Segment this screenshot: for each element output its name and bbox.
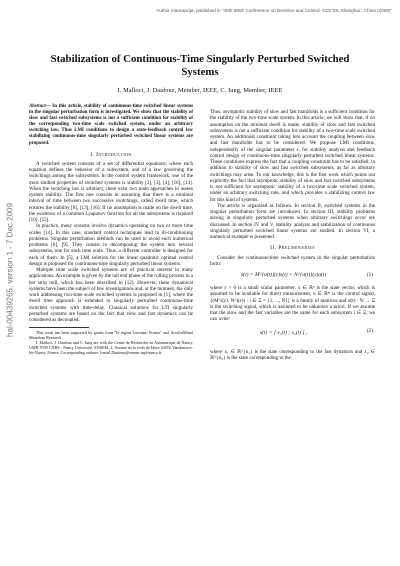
equation-2 [210, 325, 375, 347]
section-heading-preliminaries: II. Preliminaries [270, 245, 315, 252]
equation-1 [210, 269, 375, 283]
abstract-label: Abstract [29, 104, 46, 109]
intro-paragraph-3: Multiple time scale switched systems are of practical interest in many applications. An example is given by the tail end phase of the rolling process in a hot strip mill, which has been described in [12]. However, these dynamical systems have been the subject of few investigations and, at the moment, the only work addressing two-time scale switched systems is proposed in [1], where the dwell time approach is extended to singularly perturbed continuous-time switched systems with time-delay. Classical solutions for LTI singularly perturbed systems are based on the fact that slow and fast dynamics can be considered as decoupled. [29, 267, 193, 324]
left-column [29, 104, 193, 355]
equation-1-body: ẋ(t) = M^{σ(t)}(ε)x(t) + N^{σ(t)}(ε)u(t) [240, 272, 327, 278]
equation-2-body: x(t) = [ x₁(t) ; x₂(t) ] , [259, 329, 308, 336]
right-column [210, 109, 375, 361]
publication-banner: Author manuscript, published in "48th IEEE Conference on Decision and Control, CDC'09, Shanghai : China (2009)" [156, 8, 392, 13]
intro-paragraph-5: The article is organized as follows. In section II, switched systems in the singular perturbation form are introduced. In section III, stability problems arising in singularly perturbed systems when arbitrary switchings occur are discussed. In section IV and V, stability analysis and stabilization of continuous singularly perturbed switched linear systems are studied. In section VI, a numerical example is presented. [210, 202, 375, 240]
section-heading-introduction: I. Introduction [90, 151, 132, 158]
abstract [29, 104, 193, 147]
paper-authors: I. Malloci, J. Daafouz, Member, IEEE, C. Iung, Member, IEEE [117, 87, 283, 94]
prelim-paragraph-2: where ε > 0 is a small scalar parameter, x ∈ ℝⁿ is the state vector, which is assumed to be available for direct measurement, u ∈ ℝᵐ is the control signal, {(M^i(ε), N^i(ε)) : i ∈ Ξ = {1, ..., N}} is a family of matrices and σ(t) : ℕ → Ξ is the switching signal, which is assumed to be unknown a priori. If we assume that the slow and the fast variables are the same for each subsystem i ∈ Ξ, we can write: [210, 285, 375, 323]
intro-paragraph-4: Thus, asymptotic stability of slow and fast manifolds is a sufficient condition for the stability of the two-time scale system. In this article, we will show that, if no assumption on the minimal dwell is made, stability of slow and fast switched subsystems is not a sufficient condition for stability of a two-time scale switched system. An additional constraint taking into account the coupling between slow and fast manifolds has to be considered. We propose LMI conditions, independently of the singular parameter ε, for stability analysis and feedback control design of continuous-time singularly perturbed switched linear systems. These conditions express the fact that a coupling constraint has to be satisfied, in addition to stability of slow and fast switched subsystems, as far as arbitrary switchings may arise. To our knowledge, this is the first work which points out explicitly the fact that asymptotic stability of slow and fast switched subsystems is not sufficient for asymptotic stability of a two-time scale switched system, under an arbitrary switching rule, and which provides a stabilizing control law for this kind of systems. [210, 109, 375, 203]
equation-2-number: (2) [366, 327, 373, 334]
paper-title: Stabilization of Continuous-Time Singularly Perturbed Switched Systems [50, 53, 350, 78]
prelim-paragraph-1: Consider the continuous-time switched system in the singular perturbation form: [210, 254, 375, 267]
hal-side-stamp-text: hal-00439265, version 1 - 7 Dec 2009 [5, 203, 15, 337]
footnote-affiliation: I. Malloci, J. Daafouz and C. Iung are with the Centre de Recherche en Automatique de Nancy, UMR 7039 CNRS - Nancy Université, ENSEM, 2, Avenue de la forêt de Haye 54516 Vandoeuvre-lès-Nancy, France. Corresponding authors: Ismail.Daafouz@ensem.inpl-nancy.fr [29, 340, 193, 356]
abstract-text: — In this article, stability of continuous-time switched linear systems in the singular perturbation form is investigated. We show that the stability of slow and fast switched subsystems is not a sufficient condition for stability of the corresponding two-time scale switched system, under an arbitrary switching law. Thus LMI conditions to design a state-feedback control law stabilizing continuous-time singularly perturbed switched linear systems are proposed. [29, 104, 193, 146]
footnote-funding: This work has been supported by grants from "la région Lorraine, France" and ArcelorMittal Maizières Research. [29, 330, 193, 341]
intro-paragraph-2: In practice, many systems involve dynamics operating on two or more time scales [14]. In this case, standard control techniques lead to ill-conditioning problems. Singular perturbation methods can be used to avoid such numerical problems [6], [9]. They consist in decomposing the system into several subsystems, one for each time scale. Thus, a different controller is designed for each of them. In [5], a LMI solution for the linear quadratic optimal control design is proposed for continuous-time singularly perturbed linear systems. [29, 223, 193, 267]
prelim-paragraph-3: where x₁ ∈ ℝ^{n₁} is the state corresponding to the fast dynamics and x₂ ∈ ℝ^{n₂} is the state corresponding to the [210, 348, 375, 361]
hal-side-stamp [3, 150, 17, 390]
intro-paragraph-1: A switched system consists of a set of differential equations, where each equation defines the behavior of a subsystem, and of a law governing the switchings among the subsystems. In the control system framework, one of the most studied properties of switched systems is stability [2], [3], [4], [16], [13]. When the switching law is arbitrary, there exist two main approaches to assess system stability. The first one consists in assuming that there is a minimal interval of time between two successive switchings, called dwell time, which ensures the stability [8], [13], [16]. If no assumption is made on the dwell time, the existence of a common Lyapunov function for all the subsystems is required [10], [15]. [29, 160, 193, 224]
equation-1-number: (1) [366, 272, 373, 278]
footnote-rule [29, 327, 89, 328]
